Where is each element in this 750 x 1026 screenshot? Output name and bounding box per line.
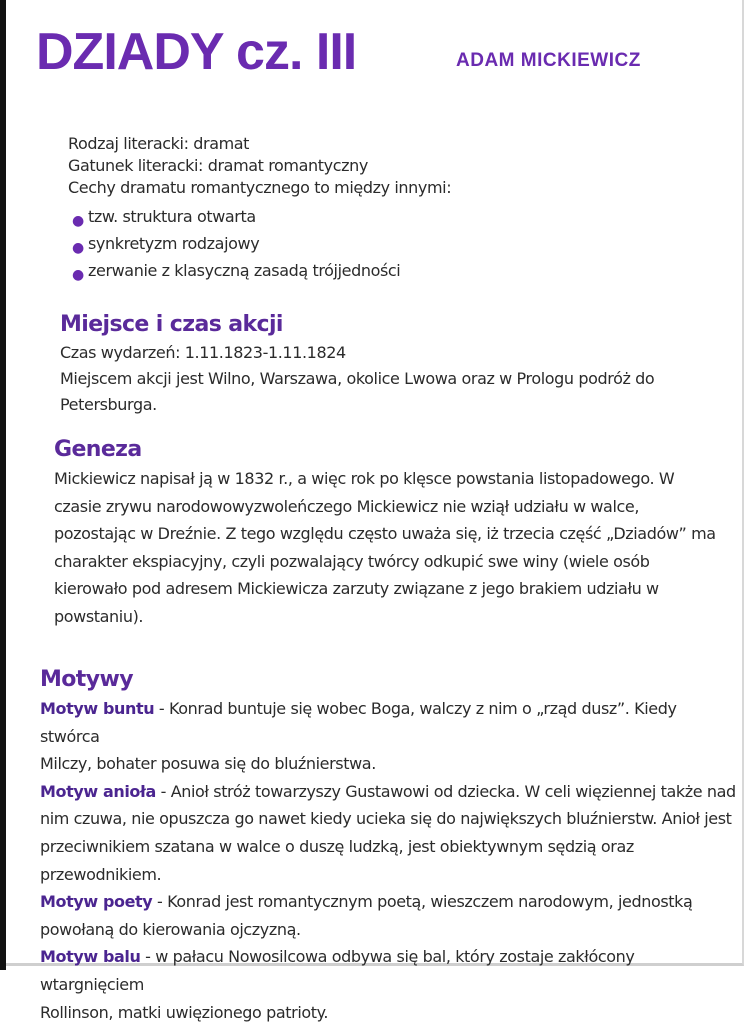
paragraph-line: Milczy, bohater posuwa się do bluźnierstwa.: [40, 754, 376, 774]
page-title: DZIADY cz. III: [36, 23, 357, 81]
place-time-section: [60, 310, 700, 418]
features-list: [68, 203, 688, 284]
motif-name: Motyw poety: [40, 892, 153, 912]
paragraph-line: kierowało pod adresem Mickiewicza zarzuty związane z jego brakiem udziału w: [54, 579, 659, 598]
paragraph-line: Miejscem akcji jest Wilno, Warszawa, okolice Lwowa oraz w Prologu podróż do: [60, 369, 655, 388]
motif-line: Motyw buntu - Konrad buntuje się wobec Boga, walczy z nim o „rząd dusz”. Kiedy stwórca: [40, 699, 677, 746]
author-name: ADAM MICKIEWICZ: [456, 50, 641, 71]
intro-line: Cechy dramatu romantycznego to między innymi:: [68, 178, 452, 197]
motif-name: Motyw buntu: [40, 699, 155, 718]
paragraph-line: nim czuwa, nie opuszcza go nawet kiedy ucieka się do największych bluźnierstw. Anioł jest: [40, 809, 732, 829]
section-heading: Geneza: [54, 437, 142, 462]
bullet-icon: ●: [72, 213, 84, 229]
paragraph-line: pozostając w Dreźnie. Z tego względu często uważa się, iż trzecia część „Dziadów” ma: [54, 524, 716, 543]
section-heading: Motywy: [40, 667, 133, 692]
motif-line: Motyw poety - Konrad jest romantycznym poetą, wieszczem narodowym, jednostką: [40, 892, 693, 912]
paragraph-line: powstaniu).: [54, 606, 144, 626]
paragraph-line: Mickiewicz napisał ją w 1832 r., a więc rok po klęsce powstania listopadowego. W: [54, 469, 675, 488]
section-heading: Miejsce i czas akcji: [60, 312, 283, 337]
list-item: ● synkretyzm rodzajowy: [68, 230, 688, 257]
intro-line: Gatunek literacki: dramat romantyczny: [68, 156, 368, 175]
motifs-section: [40, 665, 740, 1026]
paragraph-line: charakter ekspiacyjny, czyli pozwalający twórcy odkupić swe winy (wiele osób: [54, 551, 650, 571]
intro-line: Rodzaj literacki: dramat: [68, 134, 250, 153]
motif-line: Motyw balu - w pałacu Nowosilcowa odbywa się bal, który zostaje zakłócony wtargnięciem: [40, 947, 635, 994]
list-item: ● zerwanie z klasyczną zasadą trójjedności: [68, 257, 688, 284]
intro-section: [68, 133, 688, 284]
motif-name: Motyw anioła: [40, 781, 156, 801]
bullet-icon: ●: [72, 267, 84, 283]
paragraph-line: Czas wydarzeń: 1.11.1823-1.11.1824: [60, 343, 346, 362]
motif-line: Motyw anioła - Anioł stróż towarzyszy Gustawowi od dziecka. W celi więziennej także nad: [40, 781, 736, 801]
motif-name: Motyw balu: [40, 947, 141, 967]
genesis-section: [54, 435, 726, 630]
paragraph-line: Rollinson, matki uwięzionego patrioty.: [40, 1002, 329, 1022]
paragraph-line: przeciwnikiem szatana w walce o duszę ludzką, jest obiektywnym sędzią oraz przewodnikiem.: [40, 836, 634, 884]
paragraph-line: czasie zrywu narodowowyzwoleńczego Mickiewicz nie wziął udziału w walce,: [54, 496, 640, 516]
bullet-icon: ●: [72, 240, 84, 256]
list-item: ● tzw. struktura otwarta: [68, 203, 688, 230]
paragraph-line: powołaną do kierowania ojczyzną.: [40, 919, 301, 939]
page: [6, 0, 744, 1022]
paragraph-line: Petersburga.: [60, 395, 157, 414]
